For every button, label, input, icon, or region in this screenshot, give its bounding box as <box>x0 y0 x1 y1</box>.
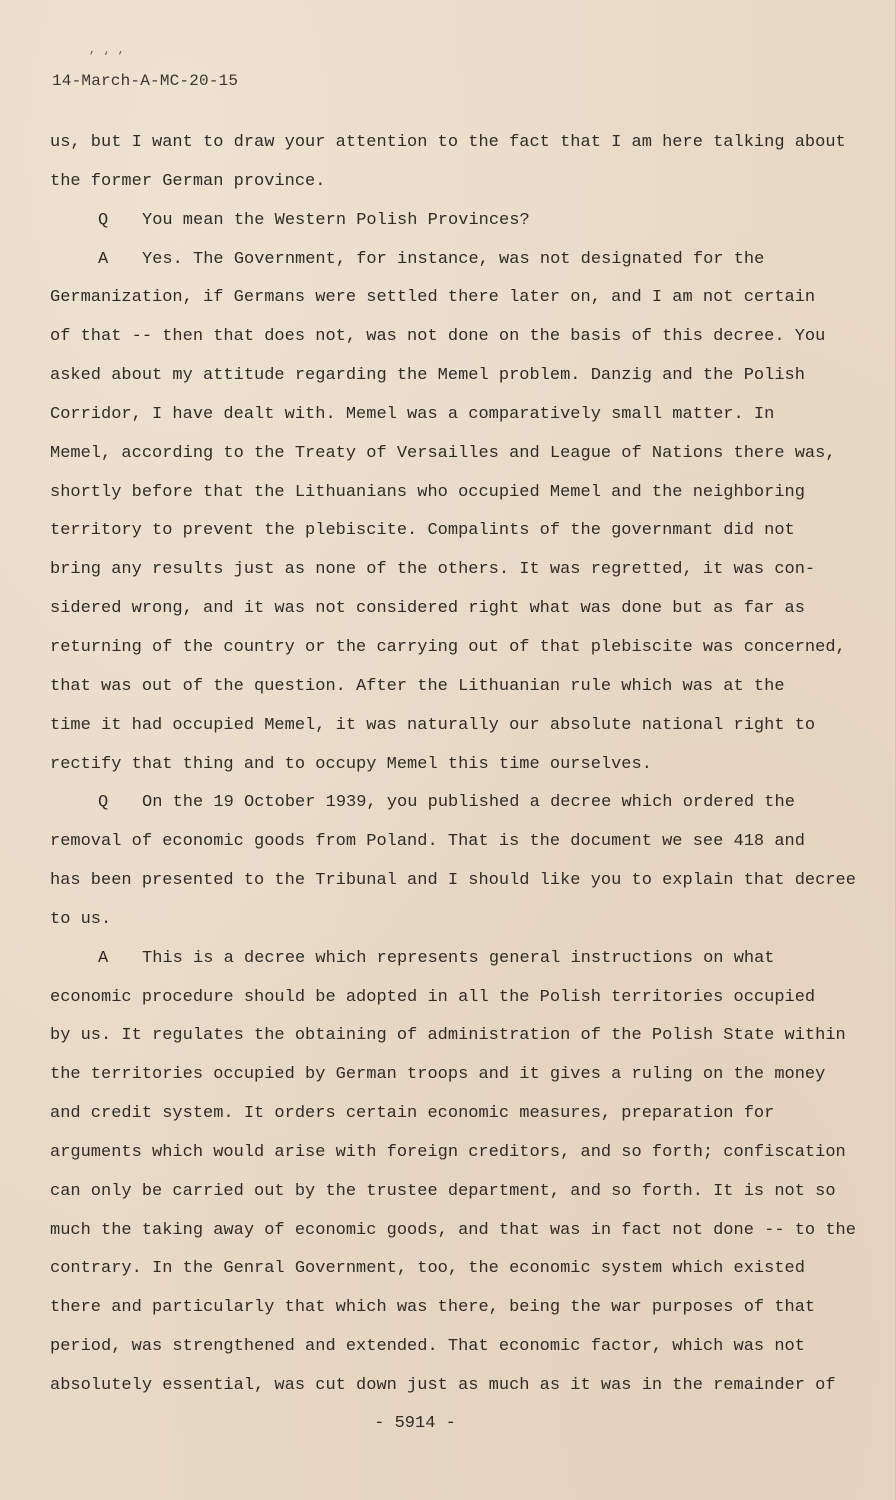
line-text: has been presented to the Tribunal and I should like you to explain that decree <box>50 871 856 891</box>
line-text: the territories occupied by German troops and it gives a ruling on the money <box>50 1065 826 1085</box>
line-text: by us. It regulates the obtaining of administration of the Polish State within <box>50 1026 846 1046</box>
text-line <box>50 828 840 867</box>
line-text: us, but I want to draw your attention to the fact that I am here talking about <box>50 133 846 152</box>
text-line <box>50 595 840 634</box>
line-text: there and particularly that which was there, being the war purposes of that <box>50 1298 816 1318</box>
text-line <box>50 1061 840 1100</box>
line-text: On the 19 October 1939, you published a decree which ordered the <box>142 793 795 813</box>
line-text: economic procedure should be adopted in all the Polish territories occupied <box>50 987 816 1007</box>
text-line <box>50 1372 840 1411</box>
text-line <box>50 362 840 401</box>
text-line <box>50 440 840 479</box>
text-line <box>50 1178 840 1217</box>
line-text: removal of economic goods from Poland. That is the document we see 418 and <box>50 832 805 852</box>
text-line <box>50 751 840 790</box>
line-text: bring any results just as none of the others. It was regretted, it was con- <box>50 560 816 580</box>
text-line <box>50 1139 846 1178</box>
line-text: of that -- then that does not, was not done on the basis of this decree. You <box>50 327 826 347</box>
text-line <box>50 673 840 712</box>
line-text: sidered wrong, and it was not considered right what was done but as far as <box>50 599 805 619</box>
qa-line <box>50 945 840 984</box>
stray-marks: ’ ‘ ’ <box>88 50 125 64</box>
line-text: Yes. The Government, for instance, was not designated for the <box>142 249 765 269</box>
qa-line <box>50 207 840 246</box>
text-line <box>50 479 840 518</box>
text-line <box>50 867 856 906</box>
page-number: - 5914 - <box>374 1414 456 1433</box>
question-marker: Q <box>98 210 109 230</box>
line-text: arguments which would arise with foreign creditors, and so forth; confiscation <box>50 1142 846 1162</box>
text-line <box>50 1100 840 1139</box>
line-text: can only be carried out by the trustee department, and so forth. It is not so <box>50 1181 836 1201</box>
question-marker: Q <box>98 793 109 813</box>
line-text: shortly before that the Lithuanians who occupied Memel and the neighboring <box>50 482 805 502</box>
text-line <box>50 517 840 556</box>
text-line <box>50 712 840 751</box>
line-text: absolutely essential, was cut down just as much as it was in the remainder of <box>50 1376 836 1395</box>
text-line <box>50 1255 840 1294</box>
text-line <box>50 1333 840 1372</box>
line-text: contrary. In the Genral Government, too, the economic system which existed <box>50 1259 805 1279</box>
line-text: This is a decree which represents general instructions on what <box>142 948 775 968</box>
text-line <box>50 1294 840 1333</box>
line-text: and credit system. It orders certain economic measures, preparation for <box>50 1104 775 1124</box>
qa-line <box>50 246 840 285</box>
line-text: Germanization, if Germans were settled there later on, and I am not certain <box>50 288 816 308</box>
answer-marker: A <box>98 249 109 269</box>
line-text: territory to prevent the plebiscite. Compalints of the governmant did not <box>50 521 795 541</box>
line-text: rectify that thing and to occupy Memel this time ourselves. <box>50 754 652 774</box>
line-text: period, was strengthened and extended. That economic factor, which was not <box>50 1337 805 1357</box>
line-text: that was out of the question. After the Lithuanian rule which was at the <box>50 676 785 696</box>
text-line <box>50 284 840 323</box>
line-text: to us. <box>50 909 112 929</box>
line-text: returning of the country or the carrying out of that plebiscite was concerned, <box>50 637 846 657</box>
line-text: You mean the Western Polish Provinces? <box>142 210 530 230</box>
text-line <box>50 401 840 440</box>
answer-marker: A <box>98 948 109 968</box>
line-text: much the taking away of economic goods, and that was in fact not done -- to the <box>50 1220 856 1240</box>
text-line <box>50 168 840 207</box>
text-line <box>50 323 840 362</box>
line-text: time it had occupied Memel, it was naturally our absolute national right to <box>50 715 816 735</box>
line-text: Memel, according to the Treaty of Versailles and League of Nations there was, <box>50 443 836 463</box>
line-text: the former German province. <box>50 171 326 191</box>
text-line <box>50 634 846 673</box>
text-line <box>50 556 840 595</box>
document-body <box>50 129 856 1411</box>
text-line <box>50 1022 846 1061</box>
text-line <box>50 129 846 168</box>
line-text: Corridor, I have dealt with. Memel was a comparatively small matter. In <box>50 404 775 424</box>
line-text: asked about my attitude regarding the Memel problem. Danzig and the Polish <box>50 366 805 386</box>
qa-line <box>50 789 840 828</box>
text-line <box>50 906 840 945</box>
text-line <box>50 1217 856 1256</box>
page-header: 14-March-A-MC-20-15 <box>52 72 239 90</box>
text-line <box>50 984 840 1023</box>
